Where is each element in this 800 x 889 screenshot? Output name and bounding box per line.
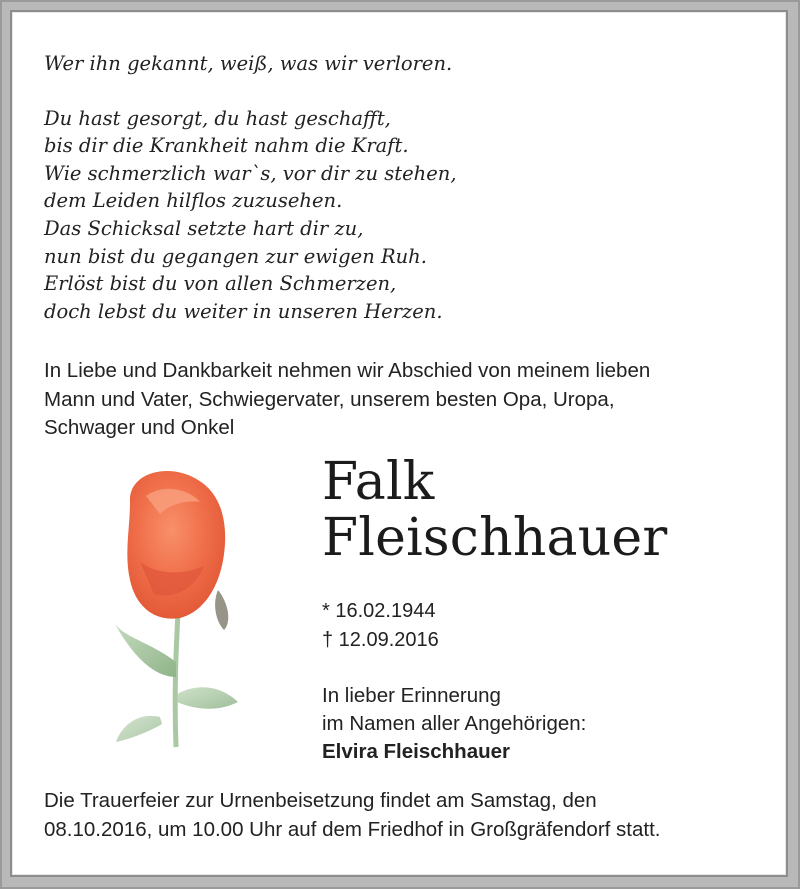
deceased-first-name: Falk bbox=[322, 452, 435, 512]
life-dates bbox=[322, 597, 439, 655]
death-date: † 12.09.2016 bbox=[322, 629, 439, 651]
funeral-info bbox=[44, 786, 764, 844]
funeral-line: 08.10.2016, um 10.00 Uhr auf dem Friedhof in Großgräfendorf statt. bbox=[44, 818, 661, 841]
poem-line: nun bist du gegangen zur ewigen Ruh. bbox=[44, 244, 427, 268]
poem-line: Erlöst bist du von allen Schmerzen, bbox=[44, 272, 397, 296]
poem bbox=[44, 50, 724, 325]
intro-line: Schwager und Onkel bbox=[44, 416, 235, 440]
poem-line: Das Schicksal setzte hart dir zu, bbox=[44, 216, 364, 240]
poem-line: bis dir die Krankheit nahm die Kraft. bbox=[44, 134, 409, 158]
poem-line: doch lebst du weiter in unseren Herzen. bbox=[44, 299, 443, 323]
memory-signature bbox=[322, 682, 586, 766]
poem-opening-line: Wer ihn gekannt, weiß, was wir verloren. bbox=[44, 52, 453, 75]
poem-line: dem Leiden hilflos zuzusehen. bbox=[44, 189, 343, 213]
poem-stanza-gap bbox=[44, 78, 724, 105]
poem-line: Wie schmerzlich war`s, vor dir zu stehen, bbox=[44, 161, 457, 185]
signer-name: Elvira Fleischhauer bbox=[322, 740, 511, 763]
funeral-line: Die Trauerfeier zur Urnenbeisetzung findet am Samstag, den bbox=[44, 789, 597, 812]
deceased-last-name: Fleischhauer bbox=[322, 508, 668, 568]
memory-line: In lieber Erinnerung bbox=[322, 684, 501, 707]
deceased-name bbox=[322, 454, 667, 566]
intro-line: In Liebe und Dankbarkeit nehmen wir Abschied von meinem lieben bbox=[44, 359, 651, 382]
memory-line: im Namen aller Angehörigen: bbox=[322, 712, 587, 735]
birth-date: * 16.02.1944 bbox=[322, 600, 436, 622]
poem-line: Du hast gesorgt, du hast geschafft, bbox=[44, 106, 391, 130]
rose-icon bbox=[100, 462, 250, 752]
farewell-intro bbox=[44, 357, 764, 443]
intro-line: Mann und Vater, Schwiegervater, unserem besten Opa, Uropa, bbox=[44, 387, 615, 411]
